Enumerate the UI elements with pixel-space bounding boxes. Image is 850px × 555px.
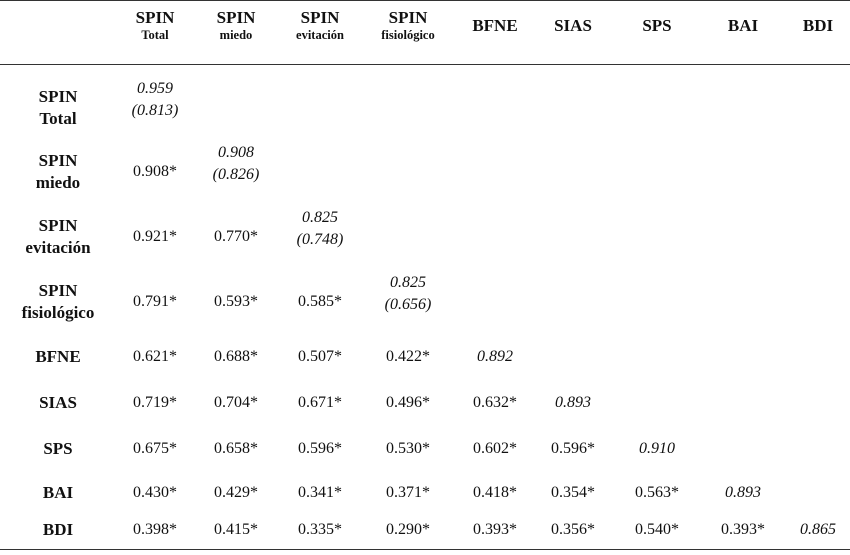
diagonal-value-line: 0.893: [725, 484, 761, 501]
column-header: [110, 8, 200, 42]
correlation-cell: 0.335*: [298, 521, 342, 538]
column-header: [363, 8, 453, 42]
row-label-line: BDI: [42, 520, 74, 539]
correlation-cell: 0.596*: [298, 440, 342, 457]
diagonal-value-line: (0.813): [131, 102, 179, 119]
column-header-title: SPS: [642, 16, 672, 35]
correlation-cell: 0.422*: [386, 348, 430, 365]
column-header: [275, 8, 365, 42]
correlation-cell: 0.341*: [298, 484, 342, 501]
column-header-subtitle: fisiológico: [381, 27, 435, 42]
correlation-cell: 0.540*: [635, 521, 679, 538]
correlation-cell: 0.671*: [298, 394, 342, 411]
diagonal-value-line: 0.892: [477, 348, 513, 365]
row-label-line: BAI: [42, 483, 74, 502]
table-bottom-rule: [0, 549, 850, 550]
correlation-cell: 0.658*: [214, 440, 258, 457]
correlation-cell: 0.675*: [133, 440, 177, 457]
diagonal-value-line: (0.748): [296, 231, 344, 248]
row-label: [0, 150, 116, 194]
correlation-cell: 0.356*: [551, 521, 595, 538]
row-label-line: BFNE: [35, 347, 81, 366]
diagonal-reliability-cell: [450, 346, 540, 368]
correlation-cell: 0.354*: [551, 484, 595, 501]
column-header-title: BAI: [727, 16, 759, 35]
correlation-cell: 0.921*: [133, 228, 177, 245]
column-header-title: SIAS: [554, 16, 592, 35]
row-label-line: evitación: [25, 238, 91, 257]
column-header-title: SPIN: [135, 8, 175, 27]
row-label-line: SPIN: [38, 151, 78, 170]
column-header: [528, 16, 618, 36]
diagonal-reliability-cell: [275, 207, 365, 251]
correlation-cell: 0.398*: [133, 521, 177, 538]
correlation-cell: 0.596*: [551, 440, 595, 457]
correlation-cell: 0.429*: [214, 484, 258, 501]
row-label-line: fisiológico: [21, 303, 95, 322]
correlation-cell: 0.719*: [133, 394, 177, 411]
correlation-cell: 0.632*: [473, 394, 517, 411]
row-label-line: SPIN: [38, 87, 78, 106]
correlation-cell: 0.530*: [386, 440, 430, 457]
correlation-cell: 0.430*: [133, 484, 177, 501]
column-header-title: SPIN: [388, 8, 428, 27]
diagonal-value-line: (0.826): [212, 166, 260, 183]
column-header-title: BDI: [802, 16, 834, 35]
correlation-cell: 0.688*: [214, 348, 258, 365]
diagonal-value-line: 0.825: [390, 274, 426, 291]
correlation-cell: 0.418*: [473, 484, 517, 501]
row-label-line: SIAS: [39, 393, 77, 412]
diagonal-value-line: 0.959: [137, 80, 173, 97]
correlation-cell: 0.770*: [214, 228, 258, 245]
correlation-cell: 0.507*: [298, 348, 342, 365]
table-top-rule: [0, 0, 850, 1]
correlation-cell: 0.704*: [214, 394, 258, 411]
column-header-subtitle: Total: [141, 27, 169, 42]
correlation-cell: 0.393*: [473, 521, 517, 538]
correlation-cell: 0.496*: [386, 394, 430, 411]
column-header-title: BFNE: [472, 16, 518, 35]
correlation-cell: 0.563*: [635, 484, 679, 501]
column-header: [191, 8, 281, 42]
row-label-line: miedo: [35, 173, 81, 192]
correlation-cell: 0.602*: [473, 440, 517, 457]
row-label-line: SPIN: [38, 281, 78, 300]
correlation-cell: 0.290*: [386, 521, 430, 538]
correlation-cell: 0.791*: [133, 293, 177, 310]
diagonal-value-line: (0.656): [384, 296, 432, 313]
column-header: [612, 16, 702, 36]
diagonal-value-line: 0.865: [800, 521, 836, 538]
diagonal-value-line: 0.825: [302, 209, 338, 226]
row-label: [0, 280, 116, 324]
column-header: [450, 16, 540, 36]
diagonal-reliability-cell: [528, 392, 618, 414]
diagonal-reliability-cell: [773, 519, 850, 541]
row-label: [0, 346, 116, 368]
table-header-rule: [0, 64, 850, 65]
row-label: [0, 86, 116, 130]
row-label-line: Total: [39, 109, 77, 128]
diagonal-value-line: 0.908: [218, 144, 254, 161]
correlation-cell: 0.593*: [214, 293, 258, 310]
correlation-cell: 0.585*: [298, 293, 342, 310]
row-label: [0, 215, 116, 259]
column-header-subtitle: evitación: [296, 27, 344, 42]
diagonal-reliability-cell: [363, 272, 453, 316]
diagonal-reliability-cell: [612, 438, 702, 460]
column-header-subtitle: miedo: [219, 27, 253, 42]
diagonal-reliability-cell: [698, 482, 788, 504]
correlation-cell: 0.393*: [721, 521, 765, 538]
row-label: [0, 438, 116, 460]
correlation-cell: 0.621*: [133, 348, 177, 365]
column-header-title: SPIN: [216, 8, 256, 27]
row-label: [0, 482, 116, 504]
diagonal-reliability-cell: [110, 78, 200, 122]
row-label-line: SPS: [43, 439, 73, 458]
diagonal-reliability-cell: [191, 142, 281, 186]
column-header-title: SPIN: [300, 8, 340, 27]
column-header: [773, 16, 850, 36]
correlation-cell: 0.371*: [386, 484, 430, 501]
row-label-line: SPIN: [38, 216, 78, 235]
diagonal-value-line: 0.893: [555, 394, 591, 411]
row-label: [0, 392, 116, 414]
row-label: [0, 519, 116, 541]
correlation-cell: 0.908*: [133, 163, 177, 180]
diagonal-value-line: 0.910: [639, 440, 675, 457]
correlation-cell: 0.415*: [214, 521, 258, 538]
